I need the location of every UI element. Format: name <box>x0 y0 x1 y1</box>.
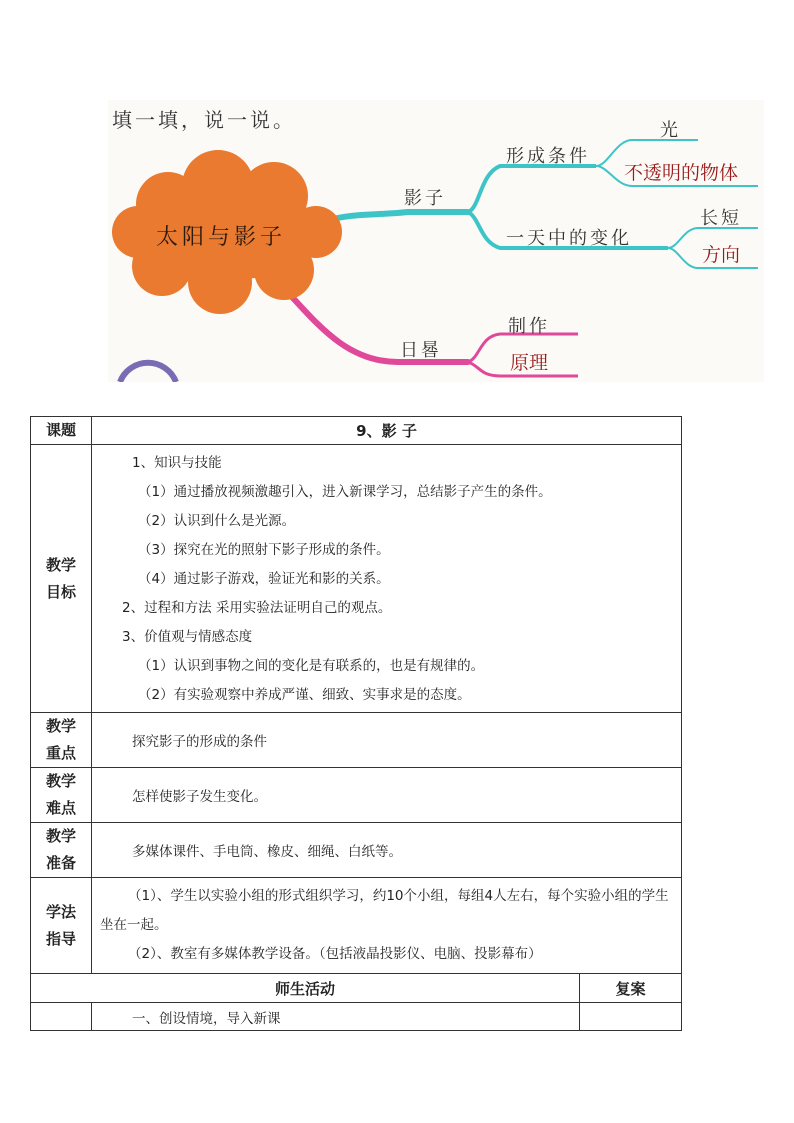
preparation-content: 多媒体课件、手电筒、橡皮、细绳、白纸等。 <box>92 823 682 878</box>
activities-header: 师生活动 <box>31 974 580 1003</box>
objective-line: 3、价值观与情感态度 <box>122 629 253 645</box>
node-sundial: 日晷 <box>400 340 442 361</box>
prep-label-line1: 教学 <box>45 827 76 845</box>
key-point-row <box>31 713 682 768</box>
teal-fork <box>468 166 596 212</box>
teal-branch-connector <box>320 212 468 222</box>
first-activity-row <box>31 1003 682 1031</box>
objective-line: （1）通过播放视频激趣引入，进入新课学习，总结影子产生的条件。 <box>138 484 552 500</box>
method-paragraph-1: （1）、学生以实验小组的形式组织学习，约10个小组，每组4人左右，每个实验小组的学生坐在一起。 <box>100 888 669 933</box>
review-cell <box>580 1003 682 1031</box>
answer-principle: 原理 <box>510 352 549 374</box>
objectives-label <box>31 445 92 713</box>
node-daily-change: 一天中的变化 <box>506 228 632 249</box>
key-point-content: 探究影子的形成的条件 <box>92 713 682 768</box>
difficulty-label-line2: 难点 <box>45 799 76 817</box>
first-activity-text: 一、创设情境，导入新课 <box>132 1010 281 1027</box>
objective-line: （4）通过影子游戏，验证光和影的关系。 <box>138 571 390 587</box>
mindmap-center-label: 太阳与影子 <box>156 225 287 250</box>
objective-line: （2）认识到什么是光源。 <box>138 513 296 529</box>
objectives-content <box>92 445 682 713</box>
activities-header-row <box>31 974 682 1003</box>
key-point-label <box>31 713 92 768</box>
answer-direction: 方向 <box>702 244 741 266</box>
key-label-line1: 教学 <box>45 717 76 735</box>
lesson-plan-table <box>30 416 682 1031</box>
first-activity-cell <box>92 1003 580 1031</box>
node-shadow: 影子 <box>404 188 446 209</box>
objective-line: （2）有实验观察中养成严谨、细致、实事求是的态度。 <box>138 687 471 703</box>
objectives-row <box>31 445 682 713</box>
topic-label: 课题 <box>31 417 92 445</box>
answer-opaque-object: 不透明的物体 <box>624 162 739 184</box>
review-header: 复案 <box>580 974 682 1003</box>
method-paragraph-2: （2）、教室有多媒体教学设备。（包括液晶投影仪、电脑、投影幕布） <box>128 946 542 962</box>
difficulty-content: 怎样使影子发生变化。 <box>92 768 682 823</box>
topic-title: 9、影 子 <box>92 417 682 445</box>
mind-map-figure <box>108 100 764 382</box>
objective-line: （1）认识到事物之间的变化是有联系的，也是有规律的。 <box>138 658 485 674</box>
objective-line: （3）探究在光的照射下影子形成的条件。 <box>138 542 390 558</box>
preparation-row <box>31 823 682 878</box>
method-row <box>31 878 682 974</box>
difficulty-label <box>31 768 92 823</box>
node-length: 长短 <box>700 208 742 229</box>
objectives-label-line2: 目标 <box>45 582 76 601</box>
objective-line: 1、知识与技能 <box>132 455 222 471</box>
topic-row <box>31 417 682 445</box>
node-light: 光 <box>660 120 681 141</box>
method-label-line1: 学法 <box>45 902 76 921</box>
node-make: 制作 <box>508 316 550 337</box>
decor-circle-partial <box>120 363 176 382</box>
method-label <box>31 878 92 974</box>
node-formation-conditions: 形成条件 <box>506 146 590 167</box>
preparation-label <box>31 823 92 878</box>
difficulty-label-line1: 教学 <box>45 772 76 790</box>
empty-cell <box>31 1003 92 1031</box>
prep-label-line2: 准备 <box>45 854 76 872</box>
objective-line: 2、过程和方法 采用实验法证明自己的观点。 <box>122 600 392 616</box>
method-label-line2: 指导 <box>45 929 76 948</box>
objectives-label-line1: 教学 <box>45 555 76 574</box>
key-label-line2: 重点 <box>45 744 76 762</box>
method-content <box>92 878 682 974</box>
mindmap-prompt: 填一填，说一说。 <box>112 108 296 132</box>
difficulty-row <box>31 768 682 823</box>
